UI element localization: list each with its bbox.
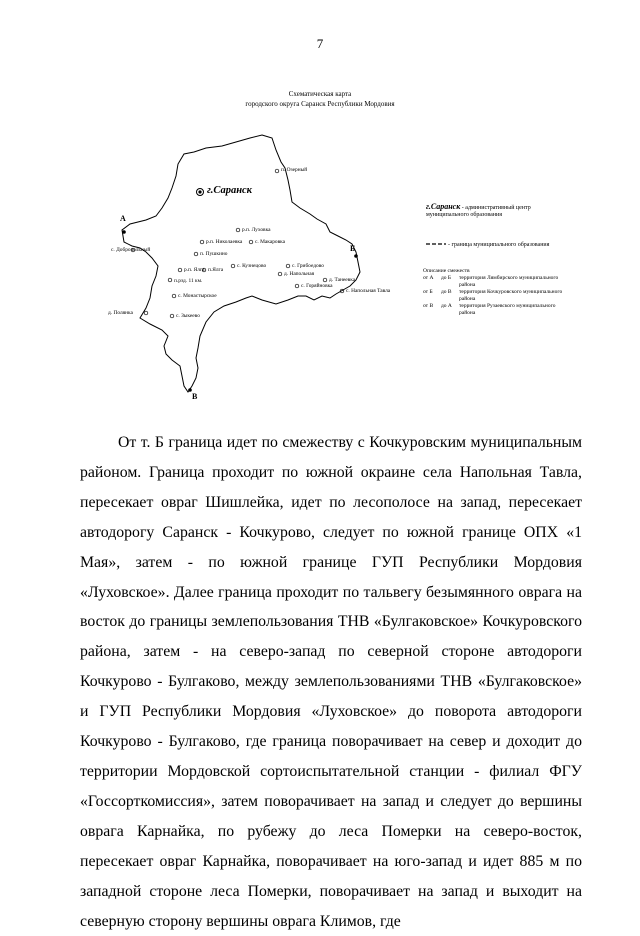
legend-border-desc: - граница муниципального образования: [448, 242, 550, 248]
legend-description-title: Описание смежеств: [423, 268, 470, 274]
page-number: 7: [316, 36, 324, 51]
legend-description: [423, 268, 573, 317]
legend-city-name: г.Саранск: [426, 202, 461, 211]
settlement-label: с. Напольная Тавла: [346, 288, 391, 294]
legend-row-from: от А: [423, 275, 434, 281]
city-label: г.Саранск: [207, 185, 252, 196]
settlement-label: р.п. Луховка: [242, 227, 271, 233]
map-title-line-1: Схематическая карта: [288, 90, 352, 98]
settlement-label: с. Добровольный: [111, 247, 151, 253]
settlement-label: д. Танеевка: [329, 277, 356, 283]
legend-row-text: территория Рузаевского муниципального района: [459, 303, 556, 316]
point-a-label: А: [120, 214, 126, 223]
body-paragraph: От т. Б граница идет по смежеству с Кочкуровским муниципальным районом. Граница проходит по южной окраине села Напольная Тавла, пересекает овраг Шишлейка, идет по лесополосе на запад, пересекает автодорогу Саранск - Кочкурово, следует по южной границе ОПХ «1 Мая», затем - по южной границе ГУП Республики Мордовия «Луховское». Далее граница проходит по тальвегу безымянного оврага на восток до границы землепользования ТНВ «Булгаковское» Кочкуровского района, затем - на северо-запад по северной стороне автодороги Кочкурово - Булгаково, между землепользованиями ТНВ «Булгаковское» и ГУП Республики Мордовия «Луховское» до поворота автодороги Кочкурово - Булгаково, где граница поворачивает на север и доходит до территории Мордовской сортоиспытательной станции - филиал ФГУ «Госсорткомиссия», затем поворачивает на запад и следует до вершины оврага Карнайка, по рубежу до леса Померки на северо-восток, пересекает овраг Карнайка, поворачивает на юго-запад и идет 885 м по западной стороне леса Померки, поворачивает на запад и выходит на северную сторону вершины оврага Климов, где: [80, 434, 582, 930]
legend-city: [426, 203, 566, 219]
legend-row: [423, 289, 573, 303]
settlement-label: п. Озерный: [281, 167, 308, 173]
settlement-label: п.рзд. 11 км.: [174, 278, 203, 284]
point-b-label: Б: [350, 244, 356, 253]
settlement-label: д. Напольная: [284, 271, 315, 277]
settlement-label: с. Кузнецово: [237, 263, 267, 269]
legend-row-text: территория Лямбирского муниципального района: [459, 275, 559, 288]
settlement-label: с. Горяйновка: [301, 283, 333, 289]
settlement-label: с. Зыкеево: [176, 313, 200, 319]
body-text: [80, 428, 582, 936]
point-a-marker: [122, 230, 126, 234]
legend-row: [423, 303, 573, 317]
settlement-label: р.п. Ялга: [184, 267, 205, 273]
legend-row-to: до Б: [441, 275, 452, 281]
settlement-label: р.п. Николаевка: [206, 239, 243, 245]
settlement-label: д. Полянка: [108, 310, 133, 316]
settlement-label: с. Монастырское: [178, 293, 217, 299]
settlement-label: с. Грибоедово: [292, 263, 324, 269]
legend-row: [423, 275, 573, 289]
map-title-line-2: городского округа Саранск Республики Мордовия: [245, 100, 395, 108]
legend-row-from: от Б: [423, 289, 433, 295]
legend-row-to: до В: [441, 289, 452, 295]
settlement-label: п.Ялга: [208, 267, 224, 273]
point-b-marker: [354, 254, 358, 258]
legend-city-desc: - административный центр муниципального образования: [426, 205, 531, 218]
settlement-label: с. Макаровка: [255, 239, 286, 245]
point-v-label: В: [192, 392, 198, 401]
legend-row-to: до А: [441, 303, 452, 309]
legend-row-from: от В: [423, 303, 434, 309]
settlement-label: п. Пушкино: [200, 251, 228, 257]
legend-border: [426, 242, 566, 249]
legend-row-text: территория Кочкуровского муниципального района: [459, 289, 563, 302]
